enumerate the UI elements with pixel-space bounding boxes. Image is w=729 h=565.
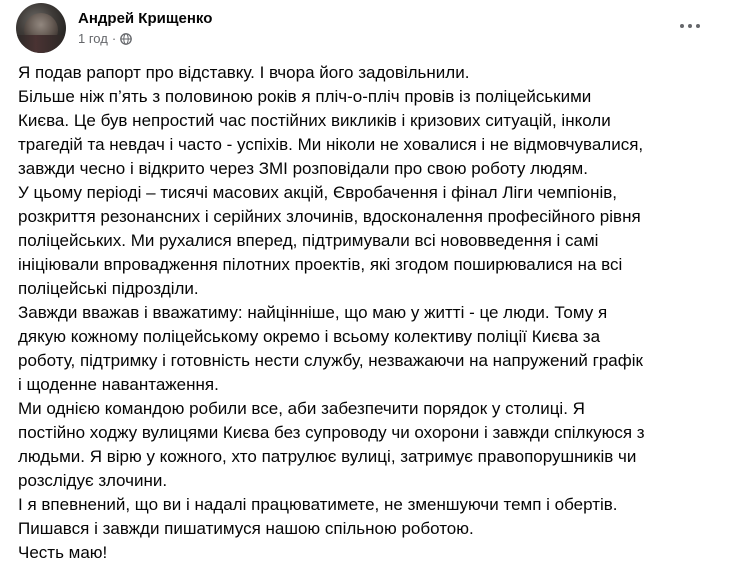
post-line: Я подав рапорт про відставку. І вчора його задовільнили. [18,63,470,82]
post-line: поліцейських. Ми рухалися вперед, підтримували всі нововведення і самі [18,231,599,250]
more-options-icon [680,24,684,28]
post-line: І я впевнений, що ви і надалі працюватимете, не зменшуючи темп і обертів. [18,495,618,514]
post-line: У цьому періоді – тисячі масових акцій, Євробачення і фінал Ліги чемпіонів, [18,183,618,202]
author-avatar[interactable] [16,3,66,53]
post-line: розслідує злочини. [18,471,168,490]
separator-dot: · [111,31,117,46]
post-line: Завжди вважав і вважатиму: найцінніше, що маю у житті - це люди. Тому я [18,303,608,322]
more-options-button[interactable] [672,8,708,44]
post-line: людьми. Я вірю у кожного, хто патрулює вулиці, затримує правопорушників чи [18,447,637,466]
post-timestamp[interactable]: 1 год [78,31,108,46]
author-name[interactable]: Андрей Крищенко [78,10,213,27]
post-header [16,4,212,52]
post-meta [78,9,212,47]
globe-icon[interactable] [120,33,132,45]
post-line: постійно ходжу вулицями Києва без супроводу чи охорони і завжди спілкуюся з [18,423,645,442]
post-line: розкриття резонансних і серійних злочинів, вдосконалення професійного рівня [18,207,641,226]
post-line: Києва. Це був непростий час постійних викликів і кризових ситуацій, інколи [18,111,611,130]
post-subline [78,31,212,47]
post-body [18,61,718,565]
post-line: роботу, підтримку і готовність нести службу, незважаючи на напружений графік [18,351,643,370]
post-line: Честь маю! [18,543,108,562]
post-line: Ми однією командою робили все, аби забезпечити порядок у столиці. Я [18,399,585,418]
post-line: Більше ніж п’ять з половиною років я пліч-о-пліч провів із поліцейськими [18,87,592,106]
post-line: поліцейські підрозділи. [18,279,199,298]
post-line: і щоденне навантаження. [18,375,219,394]
post-line: ініціювали впровадження пілотних проектів, які згодом поширювалися на всі [18,255,623,274]
post-line: Пишався і завжди пишатимуся нашою спільною роботою. [18,519,474,538]
post-line: дякую кожному поліцейському окремо і всьому колективу поліції Києва за [18,327,601,346]
post-line: трагедій та невдач і часто - успіхів. Ми ніколи не ховалися і не відмовчувалися, [18,135,644,154]
post-line: завжди чесно і відкрито через ЗМІ розповідали про свою роботу людям. [18,159,588,178]
